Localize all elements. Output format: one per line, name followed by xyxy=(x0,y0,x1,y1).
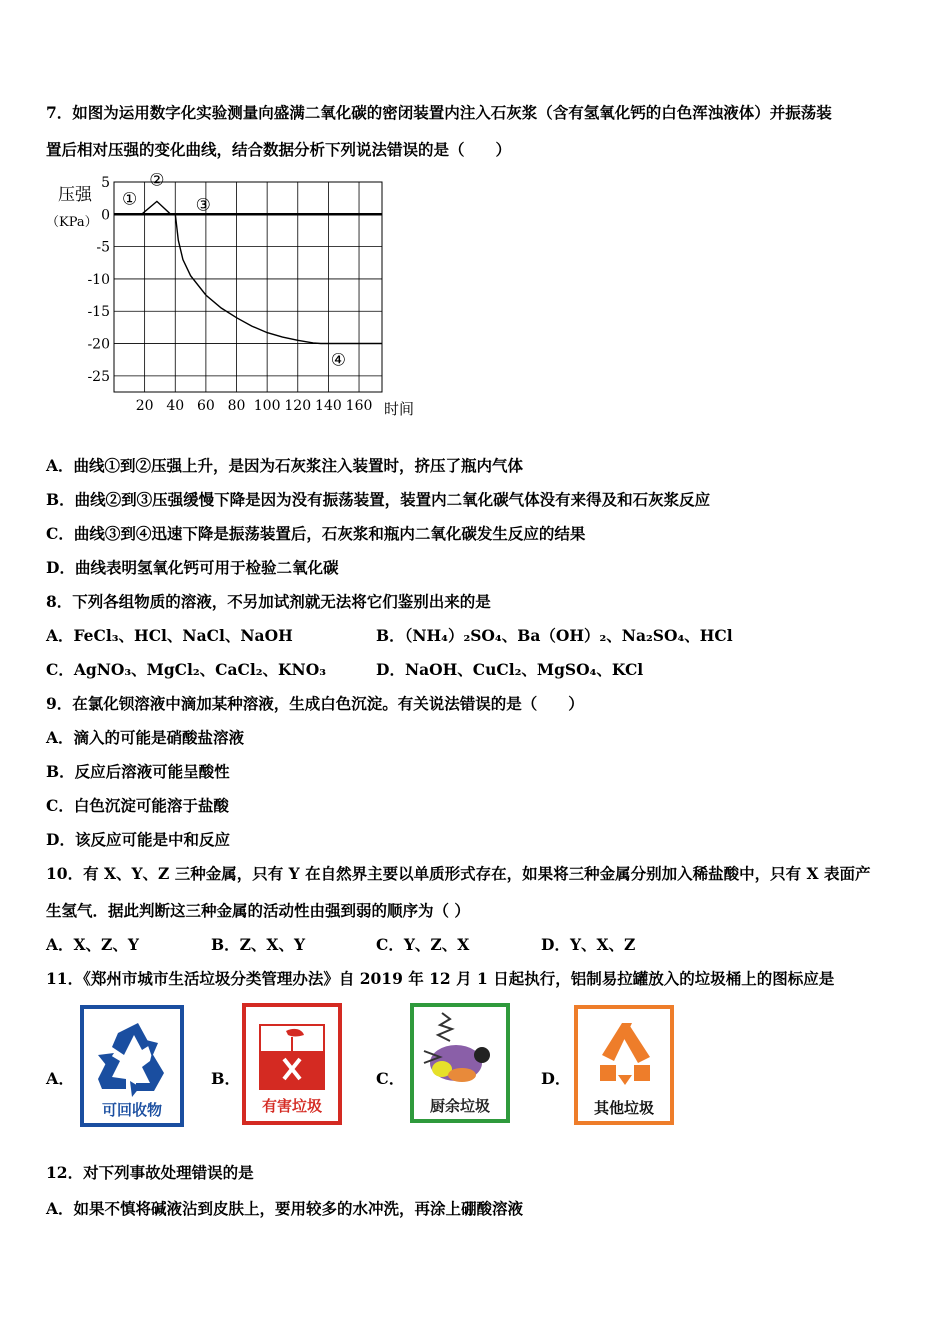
q8-stem: 8．下列各组物质的溶液，不另加试剂就无法将它们鉴别出来的是 xyxy=(46,592,491,611)
q12-stem: 12．对下列事故处理错误的是 xyxy=(46,1163,254,1182)
point-label: ③ xyxy=(195,195,211,216)
q9-stem: 9．在氯化钡溶液中滴加某种溶液，生成白色沉淀。有关说法错误的是（ ） xyxy=(46,694,584,713)
x-tick-label: 40 xyxy=(166,398,185,414)
x-tick-label: 60 xyxy=(196,398,215,414)
q8-option-a: A．FeCl₃、HCl、NaCl、NaOH xyxy=(46,626,293,645)
bin-b-text: 有害垃圾 xyxy=(261,1097,323,1115)
point-label: ② xyxy=(149,170,165,191)
q7-option-b: B．曲线②到③压强缓慢下降是因为没有振荡装置，装置内二氧化碳气体没有来得及和石灰浆反应 xyxy=(46,490,711,509)
q7-stem-line1: 7．如图为运用数字化实验测量向盛满二氧化碳的密闭装置内注入石灰浆（含有氢氧化钙的白色浑浊液体）并振荡装 xyxy=(46,103,832,122)
y-tick-label: -5 xyxy=(96,239,110,256)
q9-option-a: A．滴入的可能是硝酸盐溶液 xyxy=(46,728,245,747)
q8-option-c: C．AgNO₃、MgCl₂、CaCl₂、KNO₃ xyxy=(46,660,326,679)
q11-stem: 11．《郑州市城市生活垃圾分类管理办法》自 2019 年 12 月 1 日起执行，铝制易拉罐放入的垃圾桶上的图标应是 xyxy=(46,969,835,988)
q7-stem-line2: 置后相对压强的变化曲线，结合数据分析下列说法错误的是（ ） xyxy=(46,140,512,159)
x-tick-label: 80 xyxy=(227,398,246,414)
q12-option-a: A．如果不慎将碱液沾到皮肤上，要用较多的水冲洗，再涂上硼酸溶液 xyxy=(46,1199,524,1218)
recyclable-bin-icon xyxy=(80,1005,184,1127)
q10-option-a: A．X、Z、Y xyxy=(46,935,139,954)
y-tick-label: 0 xyxy=(101,207,110,224)
q10-stem-line1: 10．有 X、Y、Z 三种金属，只有 Y 在自然界主要以单质形式存在，如果将三种金属分别加入稀盐酸中，只有 X 表面产 xyxy=(46,864,871,883)
bin-c-text: 厨余垃圾 xyxy=(429,1097,491,1115)
y-axis-label: 压强 xyxy=(58,185,92,205)
x-tick-label: 20 xyxy=(135,398,154,414)
y-tick-label: 5 xyxy=(101,175,110,191)
y-tick-label: -25 xyxy=(87,368,110,385)
other-waste-bin-icon xyxy=(574,1005,674,1125)
x-tick-label: 100 xyxy=(253,398,281,414)
bin-a-text: 可回收物 xyxy=(101,1101,163,1119)
y-tick-label: -20 xyxy=(87,336,110,353)
y-tick-label: -15 xyxy=(87,304,110,321)
x-tick-label: 140 xyxy=(315,398,342,414)
bin-d-text: 其他垃圾 xyxy=(593,1099,655,1117)
kitchen-waste-bin-icon xyxy=(410,1003,510,1123)
q8-option-d: D．NaOH、CuCl₂、MgSO₄、KCl xyxy=(376,660,644,679)
x-tick-label: 160 xyxy=(345,398,373,414)
point-label: ① xyxy=(121,189,138,210)
q10-option-b: B．Z、X、Y xyxy=(211,935,306,954)
q10-option-c: C．Y、Z、X xyxy=(376,935,470,954)
q7-option-c: C．曲线③到④迅速下降是振荡装置后，石灰浆和瓶内二氧化碳发生反应的结果 xyxy=(46,524,586,543)
q11-option-d-letter: D． xyxy=(541,1069,571,1088)
series-line xyxy=(114,201,382,343)
q7-option-a: A．曲线①到②压强上升，是因为石灰浆注入装置时，挤压了瓶内气体 xyxy=(46,456,524,475)
x-tick-label: 120 xyxy=(284,398,312,414)
q10-option-d: D．Y、X、Z xyxy=(541,935,636,954)
q9-option-c: C．白色沉淀可能溶于盐酸 xyxy=(46,796,229,815)
point-label: ④ xyxy=(330,350,347,371)
x-axis-label: 时间 xyxy=(384,400,414,418)
q11-option-c-letter: C． xyxy=(376,1069,405,1088)
q7-option-d: D．曲线表明氢氧化钙可用于检验二氧化碳 xyxy=(46,558,339,577)
q8-option-b: B．（NH₄）₂SO₄、Ba（OH）₂、Na₂SO₄、HCl xyxy=(376,626,733,645)
q11-option-b-letter: B． xyxy=(211,1069,241,1088)
q10-stem-line2: 生氢气．据此判断这三种金属的活动性由强到弱的顺序为（ ） xyxy=(46,901,470,920)
y-tick-label: -10 xyxy=(87,271,110,288)
q9-option-d: D．该反应可能是中和反应 xyxy=(46,830,230,849)
q11-option-a-letter: A． xyxy=(46,1069,75,1088)
hazardous-bin-icon xyxy=(242,1003,342,1125)
q9-option-b: B．反应后溶液可能呈酸性 xyxy=(46,762,230,781)
y-axis-unit: （KPa） xyxy=(46,215,98,230)
pressure-chart xyxy=(44,170,414,420)
